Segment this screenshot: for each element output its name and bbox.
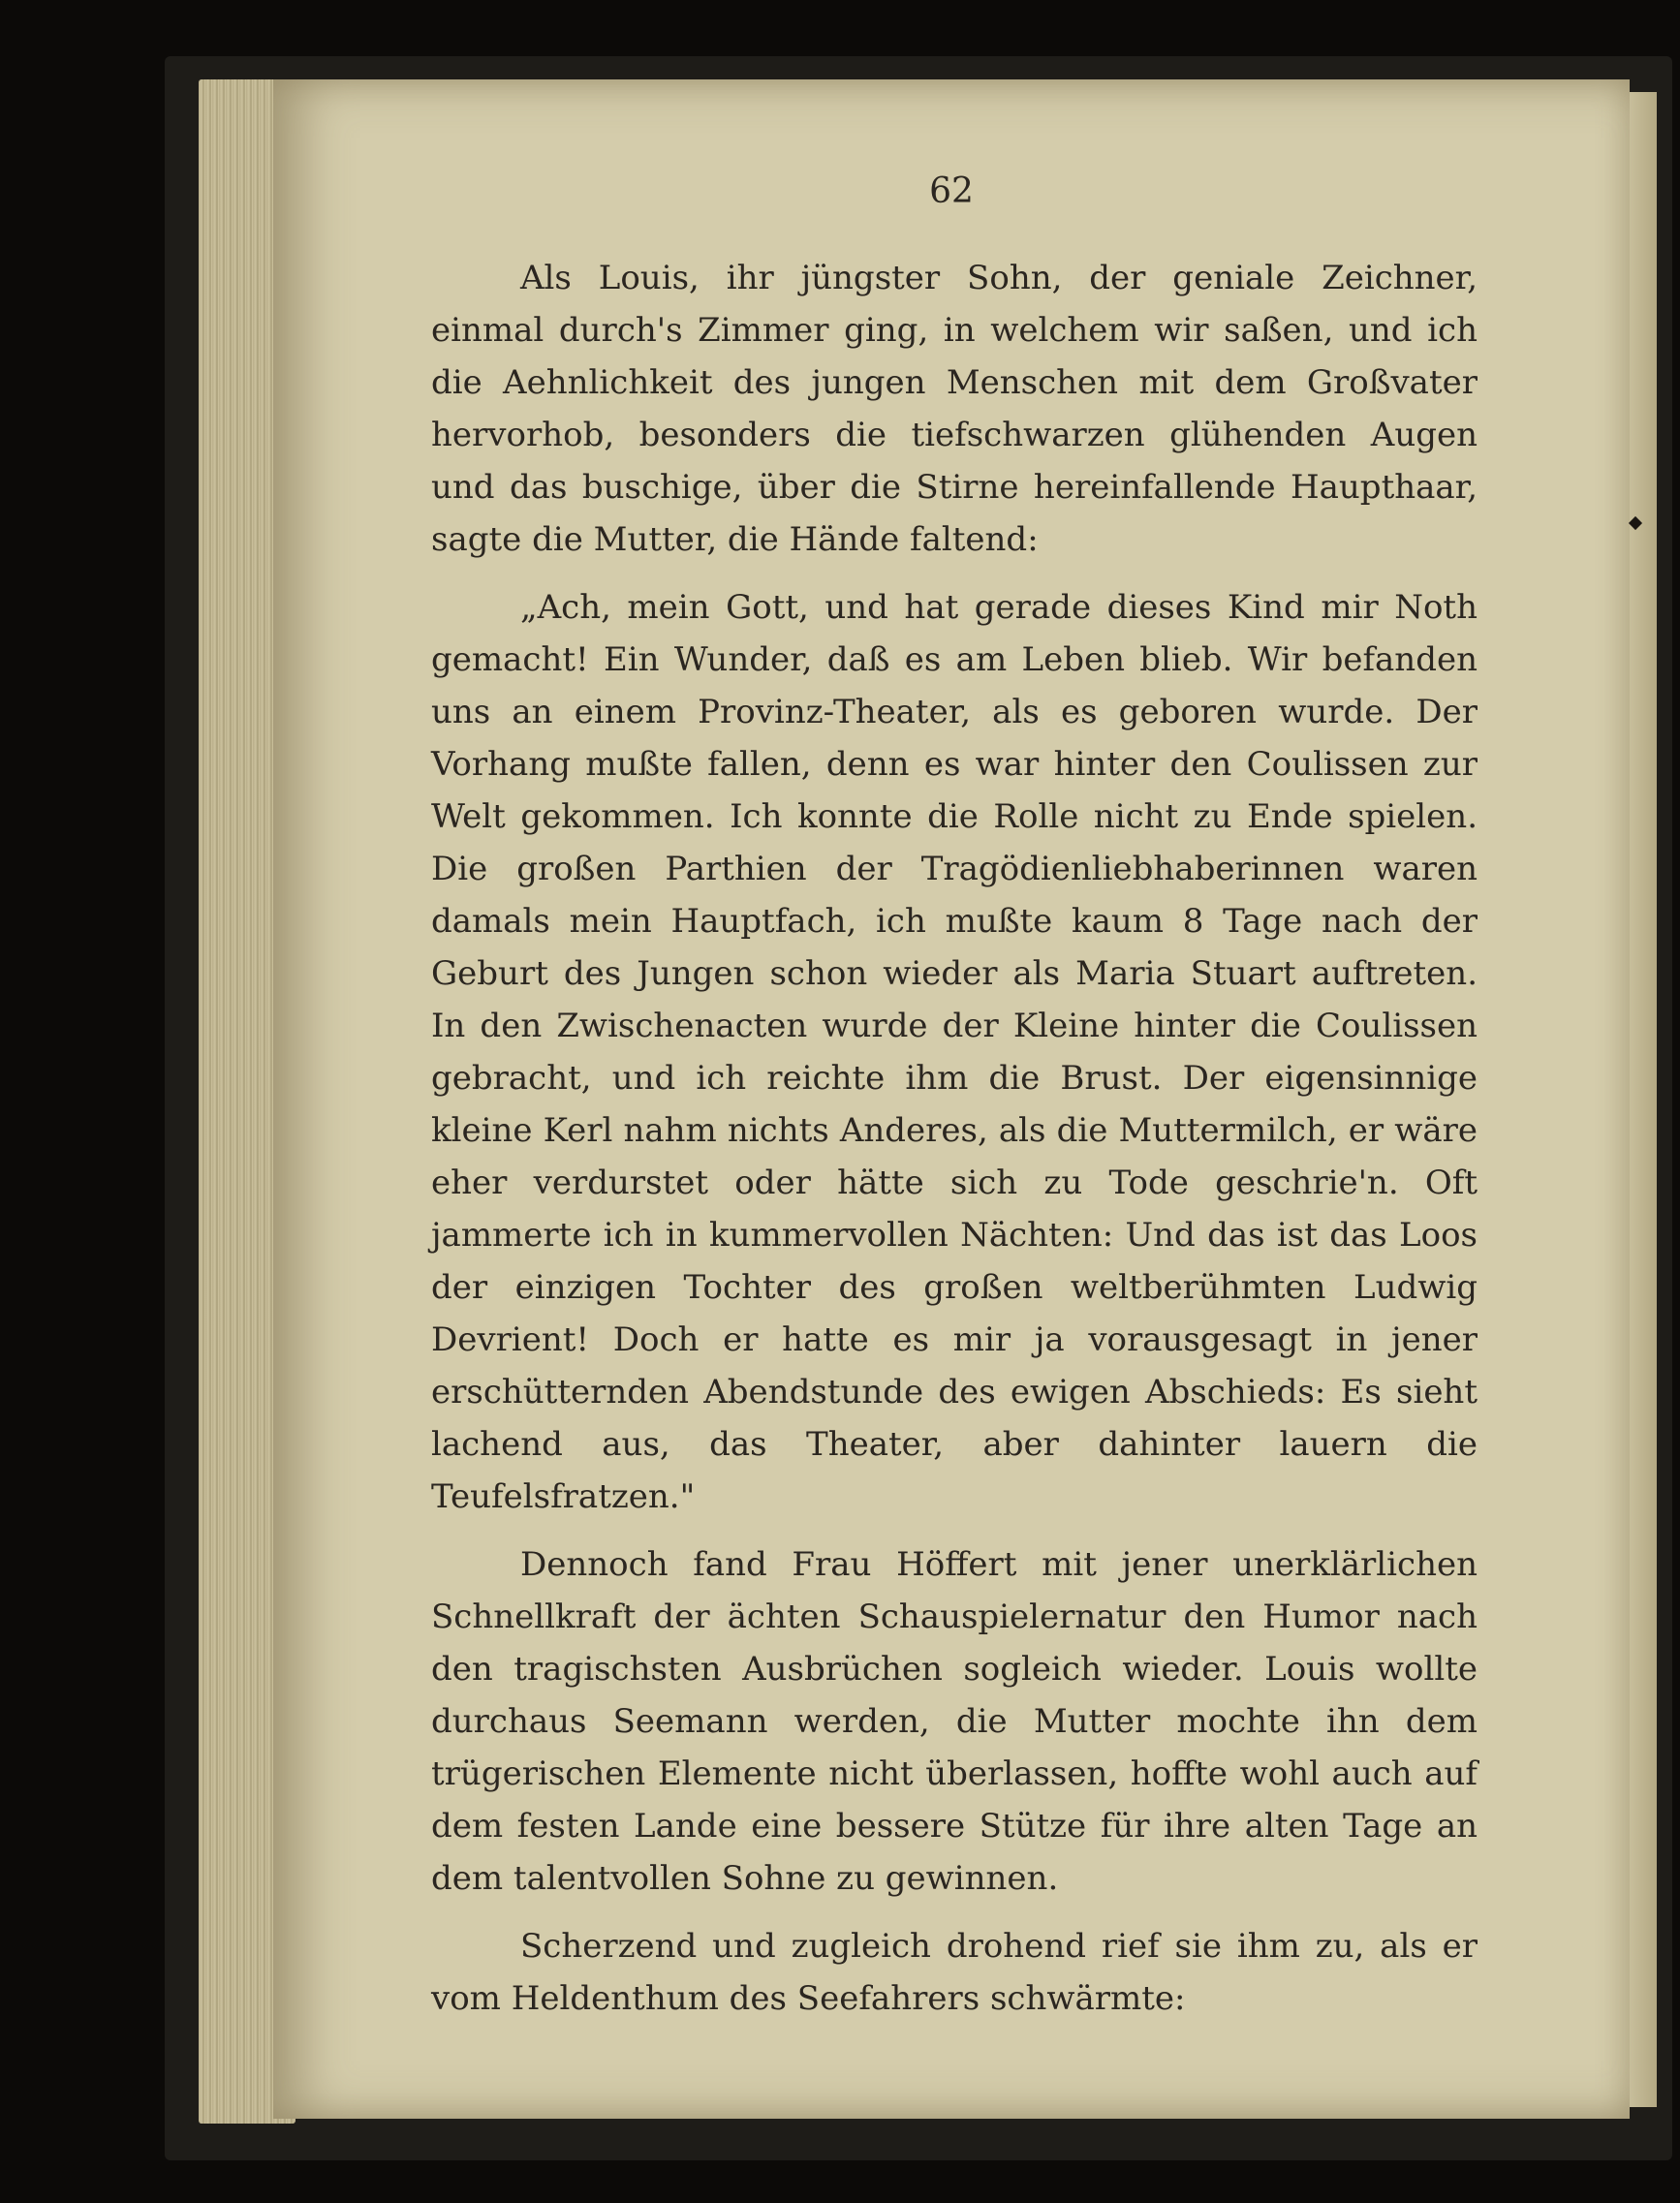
paragraph-4: Scherzend und zugleich drohend rief sie ihm zu, als er vom Heldenthum des Seefahrers schwärmte: — [431, 1927, 1478, 2018]
paragraph-1: Als Louis, ihr jüngster Sohn, der geniale Zeichner, einmal durch's Zimmer ging, in welchem wir saßen, und ich die Aehnlichkeit des jungen Menschen mit dem Großvater hervorhob, besonders die tiefschwarzen glühenden Augen und das buschige, über die Stirne hereinfallende Haupthaar, sagte die Mutter, die Hände faltend: — [431, 259, 1478, 559]
paragraph-2: „Ach, mein Gott, und hat gerade dieses Kind mir Noth gemacht! Ein Wunder, daß es am Leben blieb. Wir befanden uns an einem Provinz-Theater, als es geboren wurde. Der Vorhang mußte fallen, denn es war hinter den Coulissen zur Welt gekommen. Ich konnte die Rolle nicht zu Ende spielen. Die großen Parthien der Tragödienliebhaberinnen waren damals mein Hauptfach, ich mußte kaum 8 Tage nach der Geburt des Jungen schon wieder als Maria Stuart auftreten. In den Zwischenacten wurde der Kleine hinter die Coulissen gebracht, und ich reichte ihm die Brust. Der eigensinnige kleine Kerl nahm nichts Anderes, als die Muttermilch, er wäre eher verdurstet oder hätte sich zu Tode geschrie'n. Oft jammerte ich in kummervollen Nächten: Und das ist das Loos der einzigen Tochter des großen weltberühmten Ludwig Devrient! Doch er hatte es mir ja vorausgesagt in jener erschütternden Abendstunde des ewigen Abschieds: Es sieht lachend aus, das Theater, aber dahinter lauern die Teufelsfratzen." — [431, 588, 1478, 1516]
next-page-edge — [1628, 92, 1657, 2107]
book-page — [273, 79, 1630, 2119]
paragraph-3: Dennoch fand Frau Höffert mit jener unerklärlichen Schnellkraft der ächten Schauspielernatur den Humor nach den tragischsten Ausbrüchen sogleich wieder. Louis wollte durchaus Seemann werden, die Mutter mochte ihn dem trügerischen Elemente nicht überlassen, hoffte wohl auch auf dem festen Lande eine bessere Stütze für ihre alten Tage an dem talentvollen Sohne zu gewinnen. — [431, 1545, 1478, 1898]
page-number: 62 — [929, 171, 974, 211]
page-body-text — [431, 252, 1478, 2025]
